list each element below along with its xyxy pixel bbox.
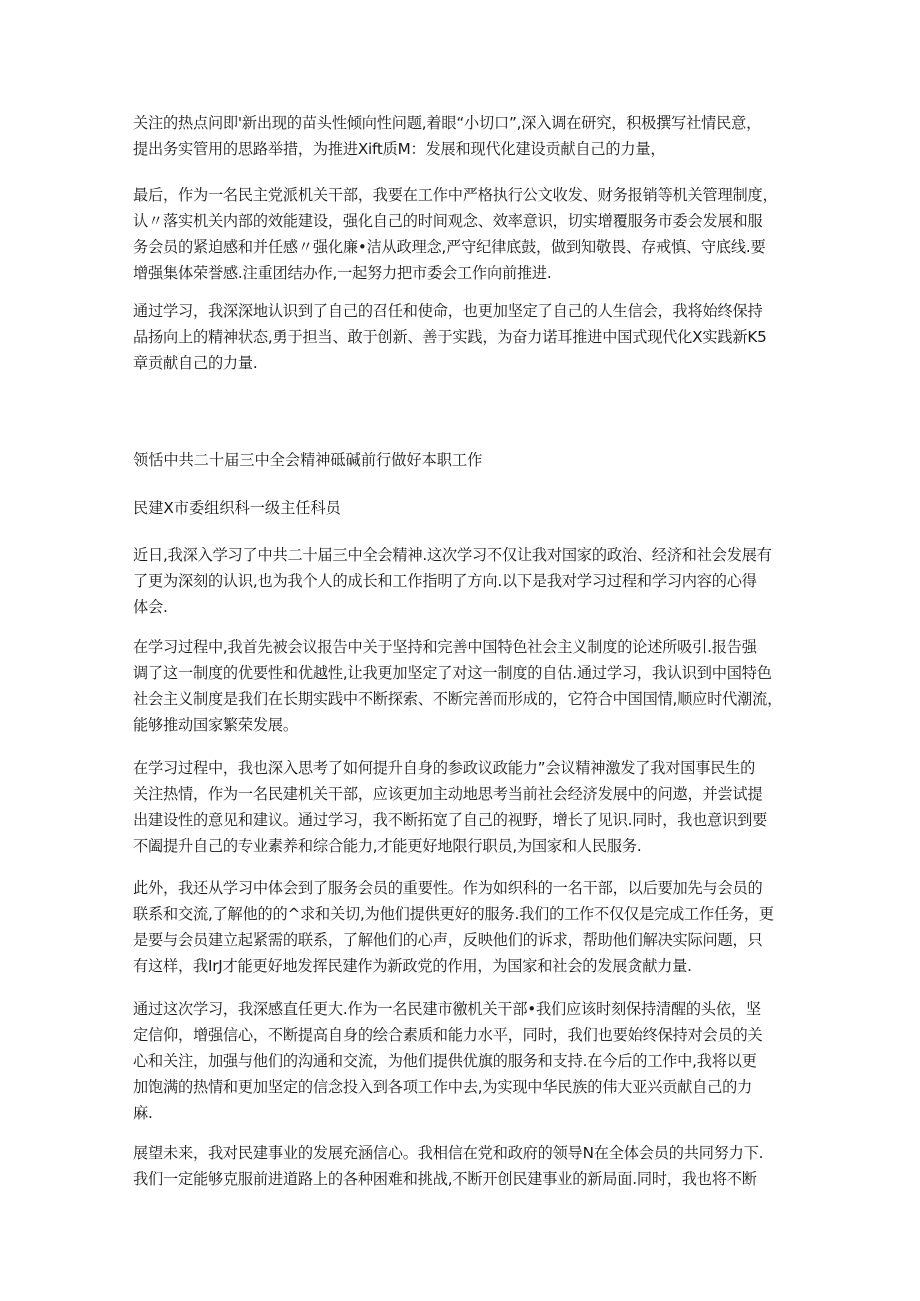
text-line: 有这样，我IrJ才能更好地发挥民建作为新政党的作用，为国家和社会的发展贪献力量.: [133, 957, 692, 975]
text-line: 心和关注，加强与他们的沟通和交流，为他们提供优旗的服务和支持.在今后的工作中,我将以更: [133, 1052, 757, 1070]
text-line: 通过学习，我深深地认识到了自己的召任和使命，也更加坚定了自己的人生信会，我将始终保持: [133, 302, 763, 320]
text-line: 出建设性的意见和建议。通过学习，我不断拓宽了自己的视野，增长了见识.同时，我也意识到要: [133, 811, 768, 829]
text-line: 务会员的紧迫感和并任感〃强化廉•洁从政理念,严守纪律底鼓，做到知敬畏、存戒慎、守底线.要: [133, 238, 766, 256]
paragraph-top-2: [133, 182, 813, 286]
text-line: 此外，我还从学习中体会到了服务会员的重要性。作为如织科的一名干部，以后要加先与会员的: [133, 879, 763, 897]
text-line: 了更为深刻的认识,也为我个人的成长和工作指明了方向.以下是我对学习过程和学习内容的心得: [133, 572, 757, 590]
paragraph-4: [133, 875, 813, 979]
paragraph-top-1: [133, 110, 813, 162]
text-line: 关注的热点问即'新出现的苗头性倾向性问题,着眼“小切口”,深入调在研究，积极撰写社情民意，: [133, 114, 762, 132]
paragraph-2: [133, 634, 813, 738]
text-line: 在学习过程中，我也深入思考了如何提升自身的参政议政能力”会议精神激发了我对国事民生的: [133, 759, 756, 777]
text-line: 增强集体荣誉感.注重团结办作,一起努力把市委会工作向前推进.: [133, 264, 552, 282]
text-line: 加饱满的热情和更加坚定的信念投入到各项工作中去,为实现中华民族的伟大亚兴贡献自己的力: [133, 1078, 753, 1096]
text-line: 章贡献自己的力量.: [133, 354, 258, 372]
text-line: 最后，作为一名民主党派机关干部，我要在工作中严格执行公文收发、财务报销等机关管理制度，: [133, 186, 778, 204]
article-author: 民建X市委组织科一级主任科员: [133, 499, 341, 517]
text-line: 定信仰，增强信心，不断提高自身的绘合素质和能力水平，同时，我们也要始终保持对会员的关: [133, 1026, 763, 1044]
article-title: 领恬中共二十届三中全会精神砥碱前行做好本职工作: [133, 451, 483, 469]
text-line: 不阖提升自己的专业素养和综合能力,才能更好地限行职员,为国家和人民服务.: [133, 837, 642, 855]
paragraph-1: [133, 542, 813, 620]
paragraph-3: [133, 755, 813, 859]
text-line: 认〃落实机关内部的效能建设，强化自己的时间观念、效率意识，切实增覆服务市委会发展和服: [133, 212, 763, 230]
text-line: 品扬向上的精神状态,勇于担当、敢于创新、善于实践，为奋力诺耳推进中国式现代化X实践新K5: [133, 328, 767, 346]
paragraph-top-3: [133, 298, 813, 376]
paragraph-5: [133, 996, 813, 1126]
text-line: 体会.: [133, 598, 168, 616]
text-line: 我们一定能够克服前进道路上的各种困难和挑战,不断开创民建事业的新局面.同时，我也将不断: [133, 1170, 757, 1188]
text-line: 麻.: [133, 1104, 153, 1122]
text-line: 关注热情，作为一名民建机关干部，应该更加主动地思考当前社会经济发展中的问遨，并尝试提: [133, 785, 763, 803]
text-line: 展望未来，我对民建事业的发展充涵信心。我相信在党和政府的领导N在全体会员的共同努力下.: [133, 1144, 764, 1162]
text-line: 近日,我深入学习了中共二十届三中全会精神.这次学习不仅让我对国家的政治、经济和社会发展有: [133, 546, 772, 564]
text-line: 调了这一制度的优要性和优越性,让我更加坚定了对这一制度的自估.通过学习，我认识到中国特色: [133, 664, 772, 682]
paragraph-6: [133, 1140, 813, 1192]
text-line: 联系和交流,了解他的的^求和关切,为他们提供更好的服务.我们的工作不仅仅是完成工作任务，更: [133, 905, 774, 923]
text-line: 在学习过程中,我首先被会议报告中关于坚持和完善中国特色社会主义制度的论述所吸引.报告强: [133, 638, 757, 656]
text-line: 能够推动国家繁荣发展。: [133, 716, 298, 734]
text-line: 是要与会员建立起紧需的联系，了解他们的心声，反映他们的诉求，帮助他们解决实际问题，只: [133, 931, 763, 949]
text-line: 通过这次学习，我深感直任更大.作为一名民建市徼机关干部•我们应该时刻保持清醒的头依，坚: [133, 1000, 761, 1018]
text-line: 提出务实管用的思路举措，为推进Xift质M：发展和现代化建设贡献自己的力量，: [133, 140, 666, 158]
text-line: 社会主义制度是我们在长期实践中不断探索、不断完善而形成的，它符合中国国情,顺应时代潮流，: [133, 690, 783, 708]
